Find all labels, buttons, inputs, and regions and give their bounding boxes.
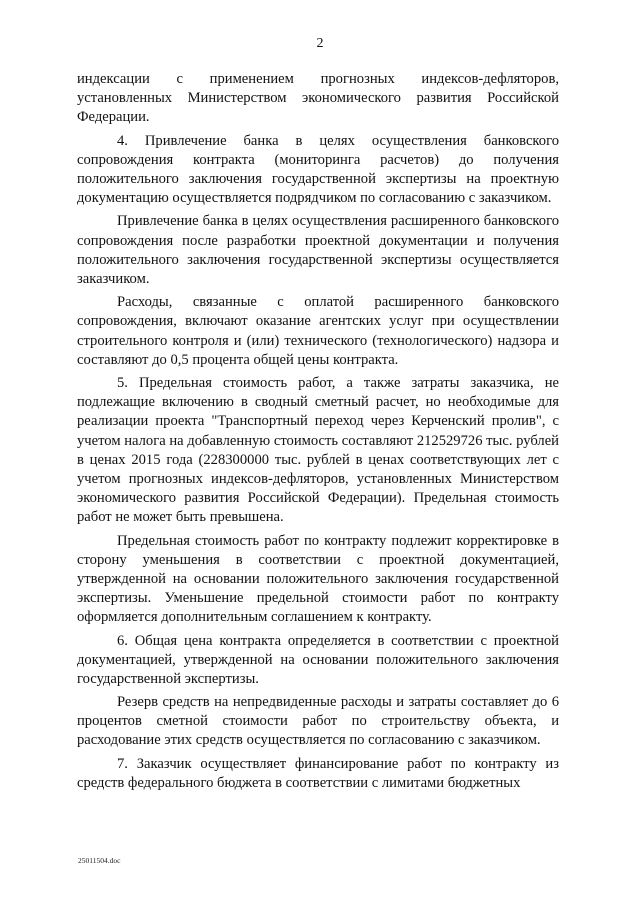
paragraph-item-5: 5. Предельная стоимость работ, а также затраты заказчика, не подлежащие включению в сводный сметный расчет, но необходимые для реализации проекта "Транспортный переход через Керченский пролив", с учетом налога на добавленную стоимость составляют 212529726 тыс. рублей в ценах 2015 года (228300000 тыс. рублей в ценах соответствующих лет с учетом прогнозных индексов-дефляторов, установленных Министерством экономического развития Российской Федерации). Предельная стоимость работ не может быть превышена. bbox=[77, 375, 559, 526]
paragraph-item-6: 6. Общая цена контракта определяется в соответствии с проектной документацией, утвержденной на основании положительного заключения государственной экспертизы. bbox=[77, 632, 559, 687]
paragraph-expenses: Расходы, связанные с оплатой расширенного банковского сопровождения, включают оказание агентских услуг при осуществлении строительного контроля и (или) технического (технологического) надзора и составляют до 0,5 процента общей цены контракта. bbox=[77, 294, 559, 368]
paragraph-reserve: Резерв средств на непредвиденные расходы и затраты составляет до 6 процентов сметной стоимости работ по строительству объекта, и расходование этих средств осуществляется по согласованию с заказчиком. bbox=[77, 694, 559, 749]
footer-filename: 25011504.doc bbox=[78, 856, 121, 865]
paragraph-price-adjustment: Предельная стоимость работ по контракту подлежит корректировке в сторону уменьшения в соответствии с проектной документацией, утвержденной на основании положительного заключения государственной экспертизы. Уменьшение предельной стоимости работ по контракту оформляется дополнительным соглашением к контракту. bbox=[77, 532, 559, 626]
page-number: 2 bbox=[316, 36, 324, 51]
document-body bbox=[77, 70, 559, 793]
paragraph-item-4: 4. Привлечение банка в целях осуществления банковского сопровождения контракта (мониторинга расчетов) до получения положительного заключения государственной экспертизы на проектную документацию осуществляется подрядчиком по согласованию с заказчиком. bbox=[77, 132, 559, 207]
paragraph-bank-extended: Привлечение банка в целях осуществления расширенного банковского сопровождения после разработки проектной документации и получения положительного заключения государственной экспертизы осуществляется заказчиком. bbox=[77, 213, 559, 287]
paragraph-item-7: 7. Заказчик осуществляет финансирование работ по контракту из средств федерального бюджета в соответствии с лимитами бюджетных bbox=[77, 755, 559, 791]
paragraph-continuation: индексации с применением прогнозных индексов-дефляторов, установленных Министерством экономического развития Российской Федерации. bbox=[77, 71, 559, 126]
